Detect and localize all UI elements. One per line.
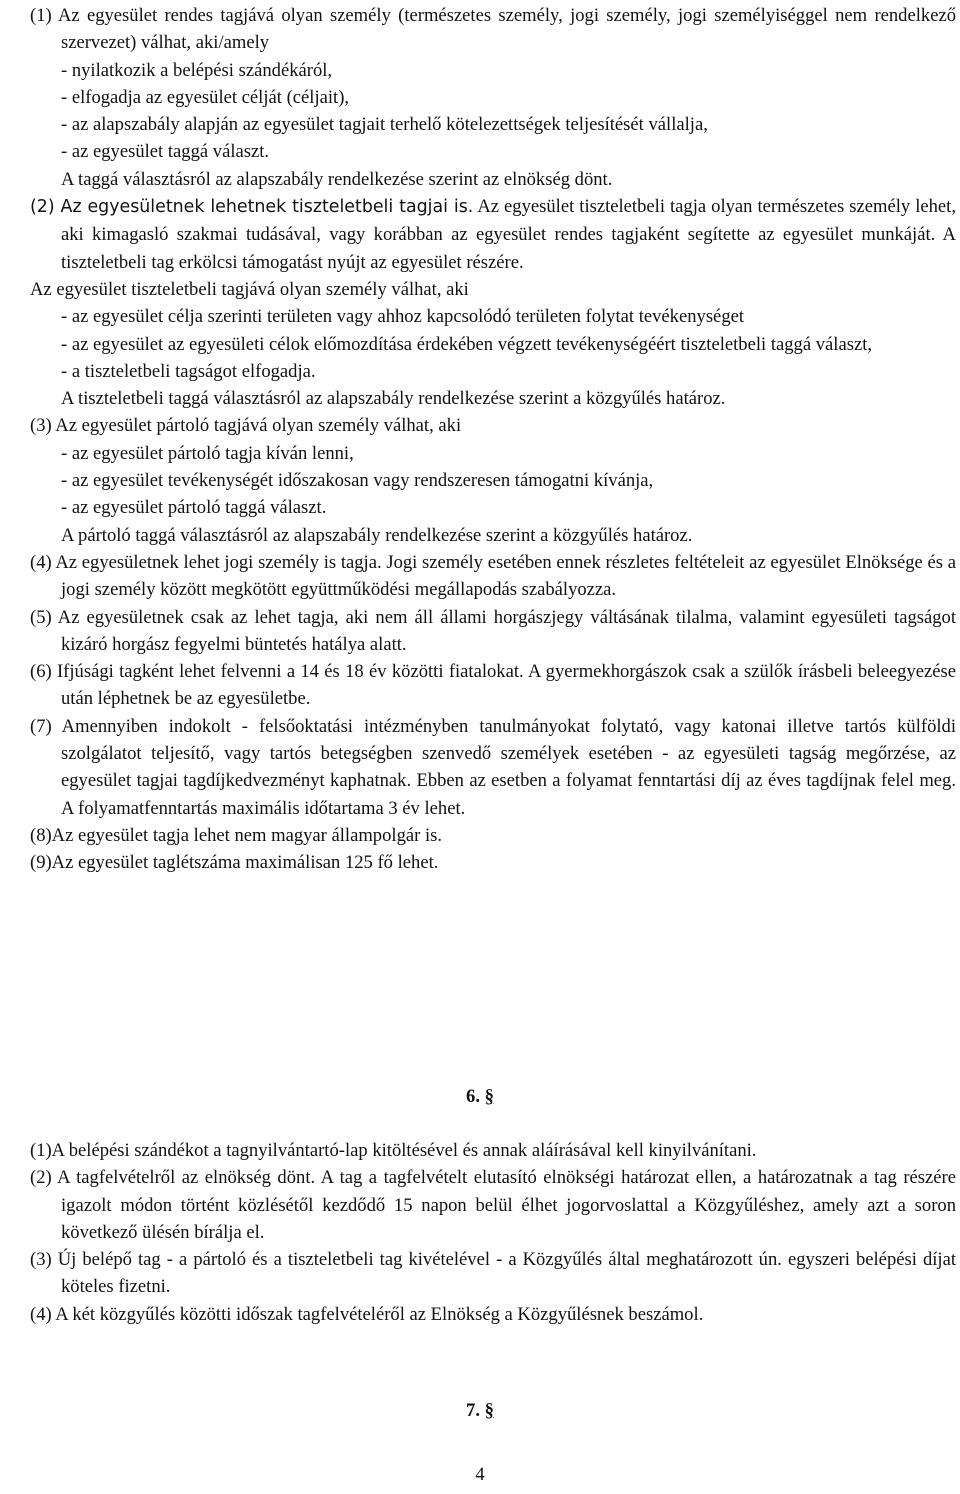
paragraph-6-3: (3) Új belépő tag - a pártoló és a tiszteletbeli tag kivételével - a Közgyűlés által meghatározott ún. egyszeri belépési díjat köteles fizetni. [30, 1249, 956, 1298]
paragraph-5-8: (8)Az egyesület tagja lehet nem magyar állampolgár is. [30, 824, 443, 846]
paragraph-5-2-intro2: Az egyesület tiszteletbeli tagjává olyan személy válhat, aki [30, 278, 469, 300]
list-item: - az egyesület pártoló tagja kíván lenni, [61, 442, 354, 464]
paragraph-5-1-intro: (1) Az egyesület rendes tagjává olyan személy (természetes személy, jogi személy, jogi személyiséggel nem rendelkező szervezet) válhat, aki/amely [30, 5, 956, 54]
paragraph-6-2: (2) A tagfelvételről az elnökség dönt. A tag a tagfelvételt elutasító elnökségi határozat ellen, a határozatnak a tag részére igazolt módon történt közlésétől kezdődő 15 napon belül élhet jogorvoslattal a Közgyűléshez, amely azt a soron következő ülésén bírálja el. [30, 1167, 956, 1243]
paragraph-5-7: (7) Amennyiben indokolt - felsőoktatási intézményben tanulmányokat folytató, vagy katonai illetve tartós külföldi szolgálatot teljesítő, vagy tartós betegségben szenvedő személyek esetében - az egyesületi tagság megőrzése, az egyesület tagjai tagdíjkedvezményt kaphatnak. Ebben az esetben a folyamat fenntartási díj az éves tagdíjnak felel meg. A folyamatfenntartás maximális időtartama 3 év lehet. [30, 715, 956, 819]
paragraph-6-1: (1)A belépési szándékot a tagnyilvántartó-lap kitöltésével és annak aláírásával kell kinyilvánítani. [30, 1140, 757, 1161]
list-5-3 [30, 440, 956, 549]
paragraph-5-5: (5) Az egyesületnek csak az lehet tagja, aki nem áll állami horgászjegy váltásának tilalma, valamint egyesületi tagságot kizáró horgász fegyelmi büntetés hatálya alatt. [30, 606, 956, 655]
paragraph-5-2 [30, 193, 956, 276]
section-7-heading [0, 1397, 960, 1424]
paragraph-5-9: (9)Az egyesület taglétszáma maximálisan 125 fő lehet. [30, 852, 439, 874]
section-sign: § [484, 1086, 494, 1107]
list-5-2 [30, 276, 956, 412]
section-6-heading [0, 1083, 960, 1110]
paragraph-5-3-closing: A pártoló taggá választásról az alapszabály rendelkezése szerint a közgyűlés határoz. [61, 524, 693, 546]
list-item: - nyilatkozik a belépési szándékáról, [61, 59, 333, 81]
paragraph-5-2-lead: (2) Az egyesületnek lehetnek tiszteletbeli tagjai is. [30, 197, 474, 218]
section-6-body [30, 1137, 956, 1328]
list-item: - elfogadja az egyesület célját (céljait), [61, 86, 350, 108]
section-7-number: 7. [466, 1400, 485, 1421]
page-number: 4 [475, 1464, 485, 1485]
paragraph-5-2-body: Az egyesület tiszteletbeli tagja olyan természetes személy lehet, aki kimagasló szakmai tudásával, vagy korábban az egyesület rendes tagjaként segítette az egyesület munkáját. A tiszteletbeli tag erkölcsi támogatást nyújt az egyesület részére. [61, 196, 956, 273]
paragraph-5-4: (4) Az egyesületnek lehet jogi személy is tagja. Jogi személy esetében ennek részletes feltételeit az egyesület Elnöksége és a jogi személy között megkötött együttműködési megállapodás szabályozza. [30, 551, 956, 601]
list-5-1 [30, 57, 956, 193]
list-item: - az alapszabály alapján az egyesület tagjait terhelő kötelezettségek teljesítését vállalja, [61, 114, 708, 136]
section-6-number: 6. [466, 1086, 485, 1107]
list-item: - az egyesület célja szerinti területen vagy ahhoz kapcsolódó területen folytat tevékenységet [61, 306, 745, 328]
paragraph-5-3-intro: (3) Az egyesület pártoló tagjává olyan személy válhat, aki [30, 415, 462, 437]
list-item: - az egyesület taggá választ. [61, 141, 270, 163]
paragraph-5-1-closing: A taggá választásról az alapszabály rendelkezése szerint az elnökség dönt. [61, 168, 613, 190]
section-sign: § [484, 1400, 494, 1421]
list-item: - az egyesület pártoló taggá választ. [61, 497, 327, 519]
list-item: - az egyesület tevékenységét időszakosan vagy rendszeresen támogatni kívánja, [61, 470, 654, 492]
paragraph-5-6: (6) Ifjúsági tagként lehet felvenni a 14 és 18 év közötti fiatalokat. A gyermekhorgászok csak a szülők írásbeli beleegyezése után léphetnek be az egyesületbe. [30, 661, 956, 710]
paragraph-6-4: (4) A két közgyűlés közötti időszak tagfelvételéről az Elnökség a Közgyűlésnek beszámol. [30, 1303, 704, 1325]
paragraph-5-2-closing: A tiszteletbeli taggá választásról az alapszabály rendelkezése szerint a közgyűlés határoz. [61, 388, 726, 410]
list-item: - az egyesület az egyesületi célok előmozdítása érdekében végzett tevékenységéért tiszteletbeli taggá választ, [61, 333, 873, 355]
list-item: - a tiszteletbeli tagságot elfogadja. [61, 360, 316, 382]
